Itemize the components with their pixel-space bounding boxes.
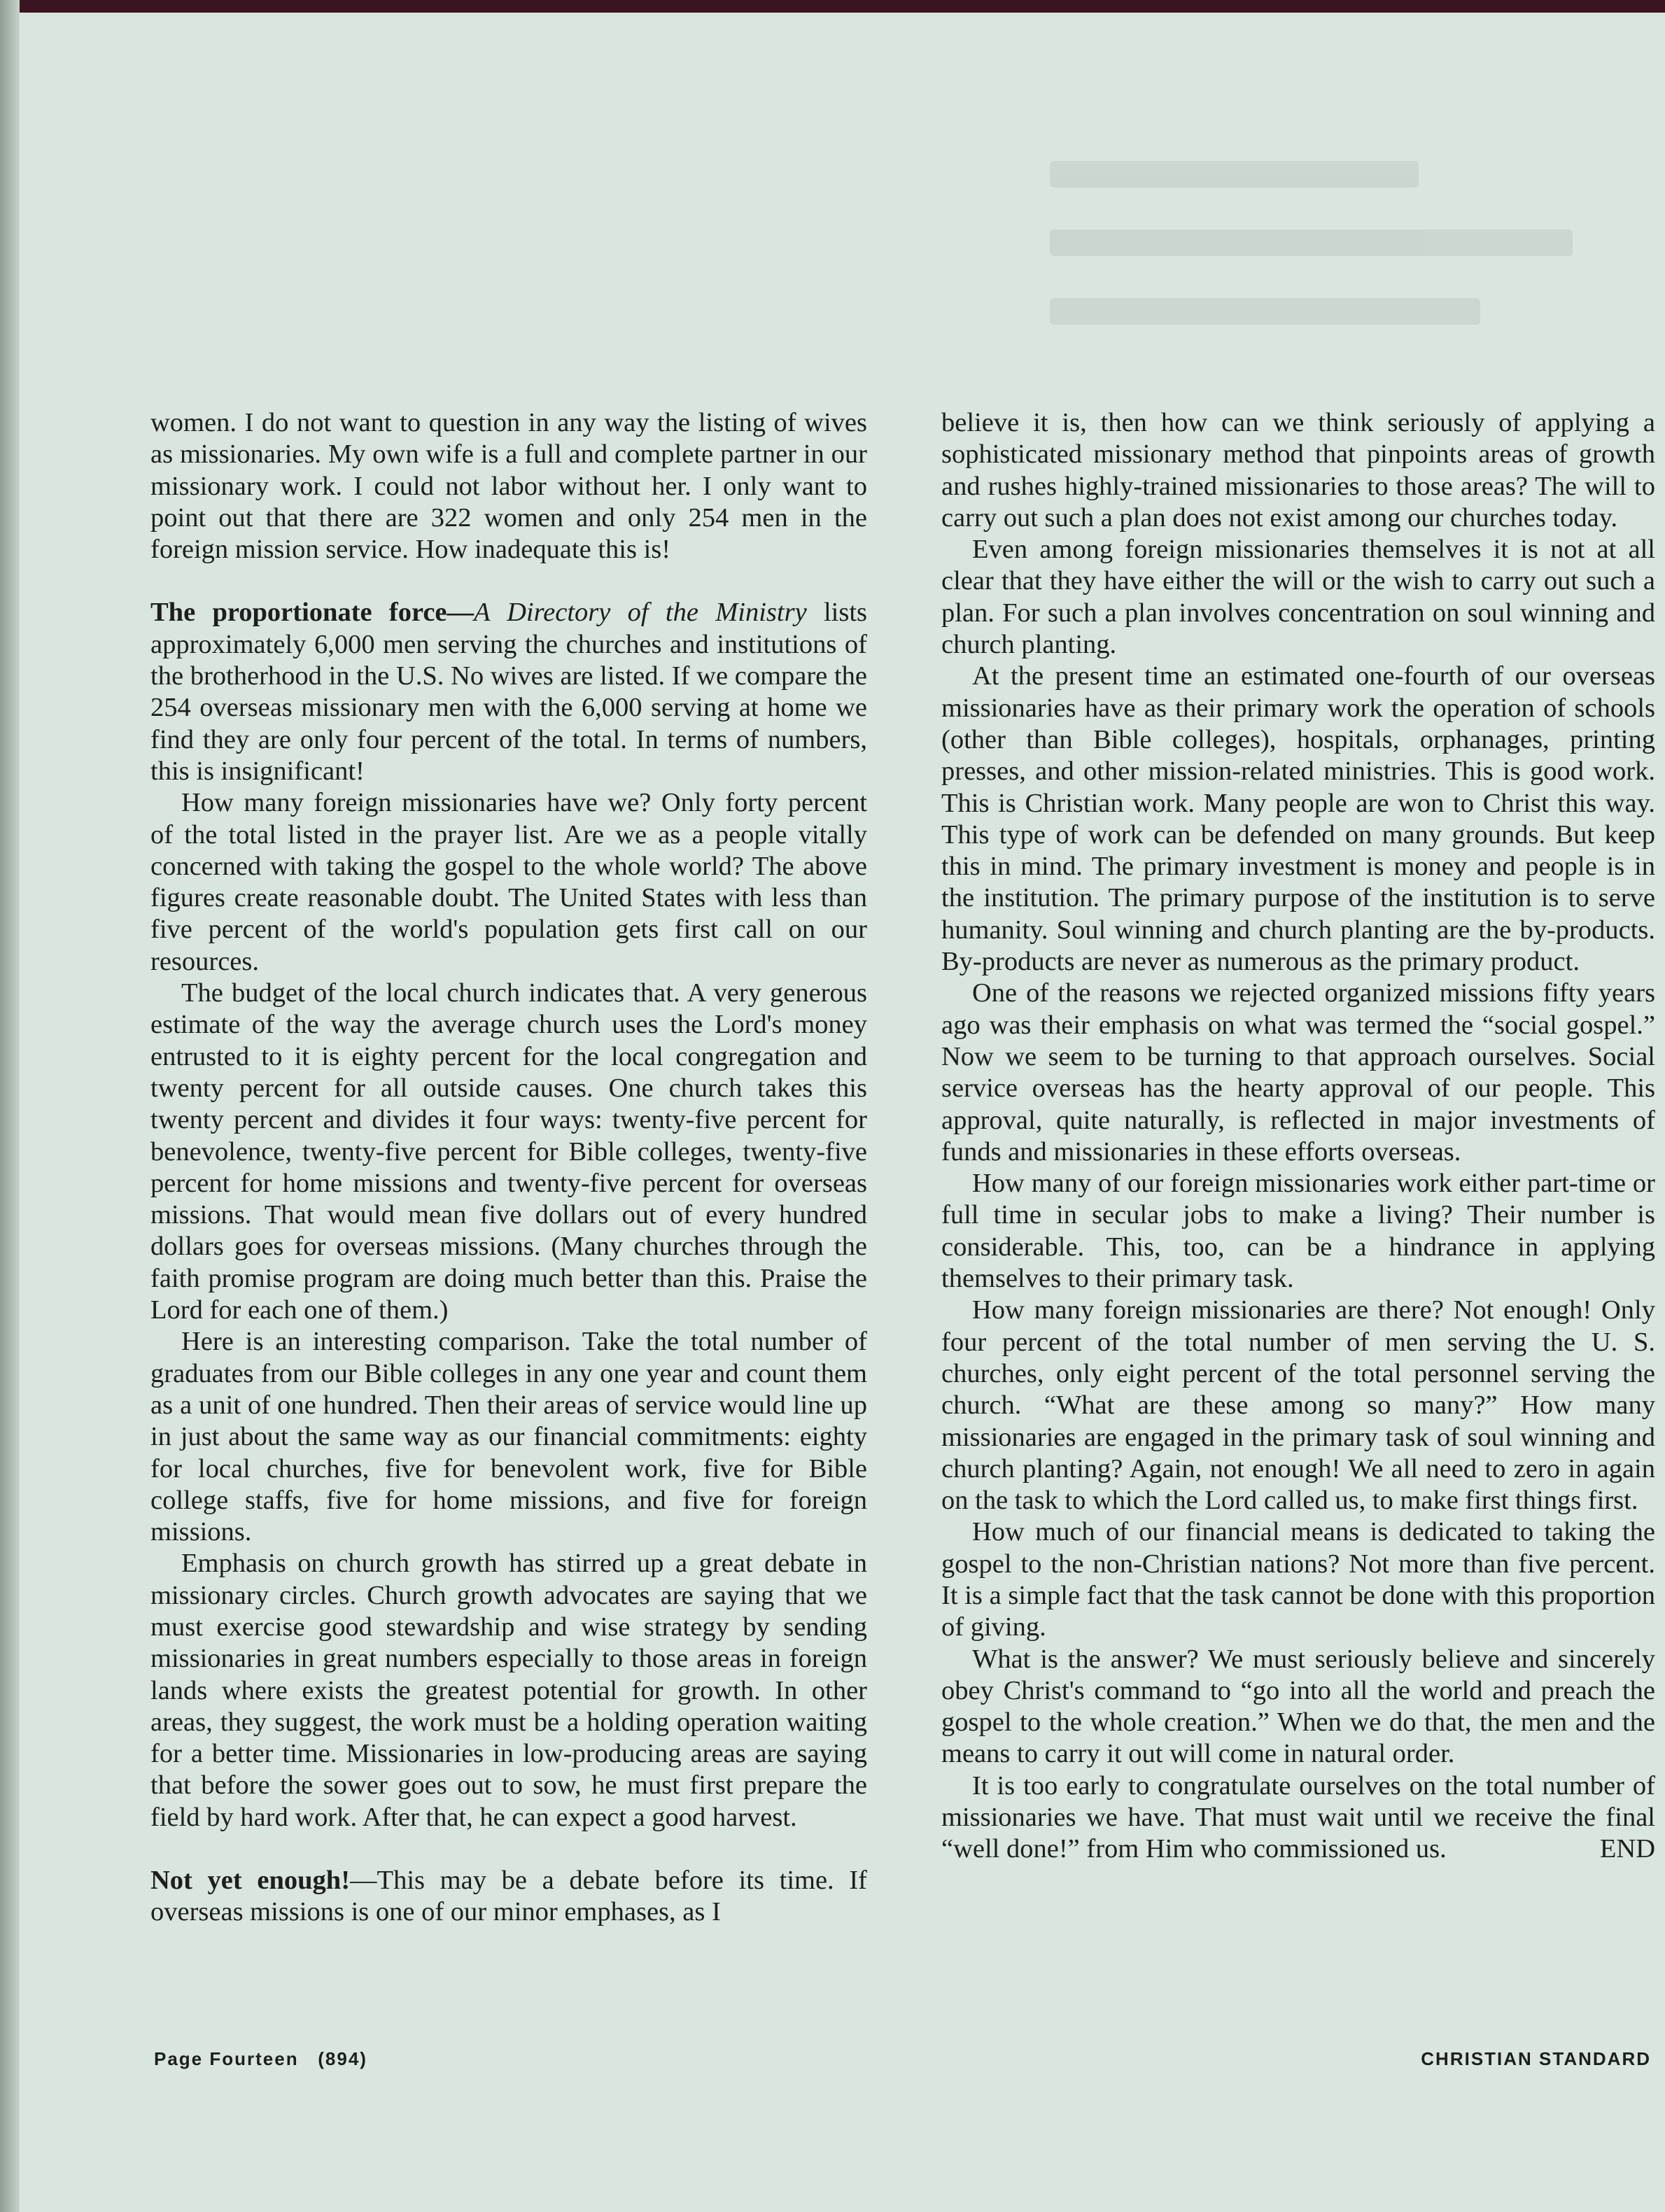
book-title: A Directory of the Ministry [474,598,807,628]
paragraph-final: It is too early to congratulate ourselves on the total number of missionaries we have. That must wait until we receive the final “well done!” from Him who commissioned us. END [941,1770,1655,1866]
paragraph: Emphasis on church growth has stirred up a great debate in missionary circles. Church growth advocates are saying that we must exercise good stewardship and wise strategy by sending missionaries in great numbers especially to those areas in foreign lands where exists the greatest potential for growth. In other areas, they suggest, the work must be a holding operation waiting for a better time. Missionaries in low-producing areas are saying that before the sower goes out to sow, he must first prepare the field by hard work. After that, he can expect a good harvest. [150,1549,867,1832]
section-heading: The proportionate force— [150,598,475,628]
top-color-band [0,0,1665,13]
page-number-folio: Page Fourteen (894) [154,2048,367,2069]
left-column [150,407,867,1929]
paragraph: How many foreign missionaries are there? Not enough! Only four percent of the total number of men serving the U. S. churches, only eight percent of the total personnel serving the church. “What are these among so many?” How many missionaries are engaged in the primary task of soul winning and church planting? Again, not enough! We all need to zero in again on the task to which the Lord called us, to make first things first. [941,1295,1655,1516]
paragraph-not-yet-enough: Not yet enough!—This may be a debate before its time. If overseas missions is one of our minor emphases, as I [150,1866,867,1927]
paragraph: At the present time an estimated one-fourth of our overseas missionaries have as their primary work the operation of schools (other than Bible colleges), hospitals, orphanages, printing presses, and other mission-related ministries. This is good work. This is Christian work. Many people are won to Christ this way. This type of work can be defended on many grounds. But keep this in mind. The primary investment is money and people is in the institution. The primary purpose of the institution is to serve humanity. Soul winning and church planting are the by-products. By-products are never as numerous as the primary product. [941,661,1655,977]
paragraph: Here is an interesting comparison. Take the total number of graduates from our Bible colleges in any one year and count them as a unit of one hundred. Then their areas of service would line up in just about the same way as our financial commitments: eighty for local churches, five for benevolent work, five for Bible college staffs, five for home missions, and five for foreign missions. [150,1327,867,1547]
paragraph: How many of our foreign missionaries work either part-time or full time in secular jobs to make a living? Their number is considerable. This, too, can be a hindrance in applying themselves to their primary task. [941,1169,1655,1294]
paragraph: What is the answer? We must seriously believe and sincerely obey Christ's command to “go into all the world and preach the gospel to the whole creation.” When we do that, the men and the means to carry it out will come in natural order. [941,1644,1655,1769]
paragraph: One of the reasons we rejected organized missions fifty years ago was their emphasis on what was termed the “social gospel.” Now we seem to be turning to that approach ourselves. Social service overseas has the hearty approval of our people. This approval, quite naturally, is reflected in major investments of funds and missionaries in these efforts overseas. [941,978,1655,1167]
publication-name-folio: CHRISTIAN STANDARD [1421,2048,1651,2069]
end-mark: END [1599,1834,1655,1864]
paragraph: women. I do not want to question in any way the listing of wives as missionaries. My own wife is a full and complete partner in our missionary work. I could not labor without her. I only want to point out that there are 322 women and only 254 men in the foreign mission service. How inadequate this is! [150,408,867,565]
page-gutter-shadow [0,0,20,2212]
paragraph: Even among foreign missionaries themselves it is not at all clear that they have either the will or the wish to carry out such a plan. For such a plan involves concentration on soul winning and church planting. [941,535,1655,660]
right-column [941,407,1655,1866]
paragraph: How many foreign missionaries have we? Only forty percent of the total listed in the prayer list. Are we as a people vitally concerned with taking the gospel to the whole world? The above figures create reasonable doubt. The United States with less than five percent of the world's population gets first call on our resources. [150,788,867,976]
paragraph: The budget of the local church indicates that. A very generous estimate of the way the average church uses the Lord's money entrusted to it is eighty percent for the local congregation and twenty percent for all outside causes. One church takes this twenty percent and divides it four ways: twenty-five percent for benevolence, twenty-five percent for Bible colleges, twenty-five percent for home missions and twenty-five percent for overseas missions. That would mean five dollars out of every hundred dollars goes for overseas missions. (Many churches through the faith promise program are doing much better than this. Praise the Lord for each one of them.) [150,978,867,1325]
section-heading: Not yet enough! [150,1866,351,1896]
paragraph: believe it is, then how can we think seriously of applying a sophisticated missionary method that pinpoints areas of growth and rushes highly-trained missionaries to those areas? The will to carry out such a plan does not exist among our churches today. [941,408,1655,533]
paragraph-proportionate-force: The proportionate force—A Directory of the Ministry lists approximately 6,000 men serving the churches and institutions of the brotherhood in the U.S. No wives are listed. If we compare the 254 overseas missionary men with the 6,000 serving at home we find they are only four percent of the total. In terms of numbers, this is insignificant! [150,598,868,786]
paragraph: How much of our financial means is dedicated to taking the gospel to the non-Christian nations? Not more than five percent. It is a simple fact that the task cannot be done with this proportion of giving. [941,1517,1655,1642]
show-through-text [1050,161,1665,427]
